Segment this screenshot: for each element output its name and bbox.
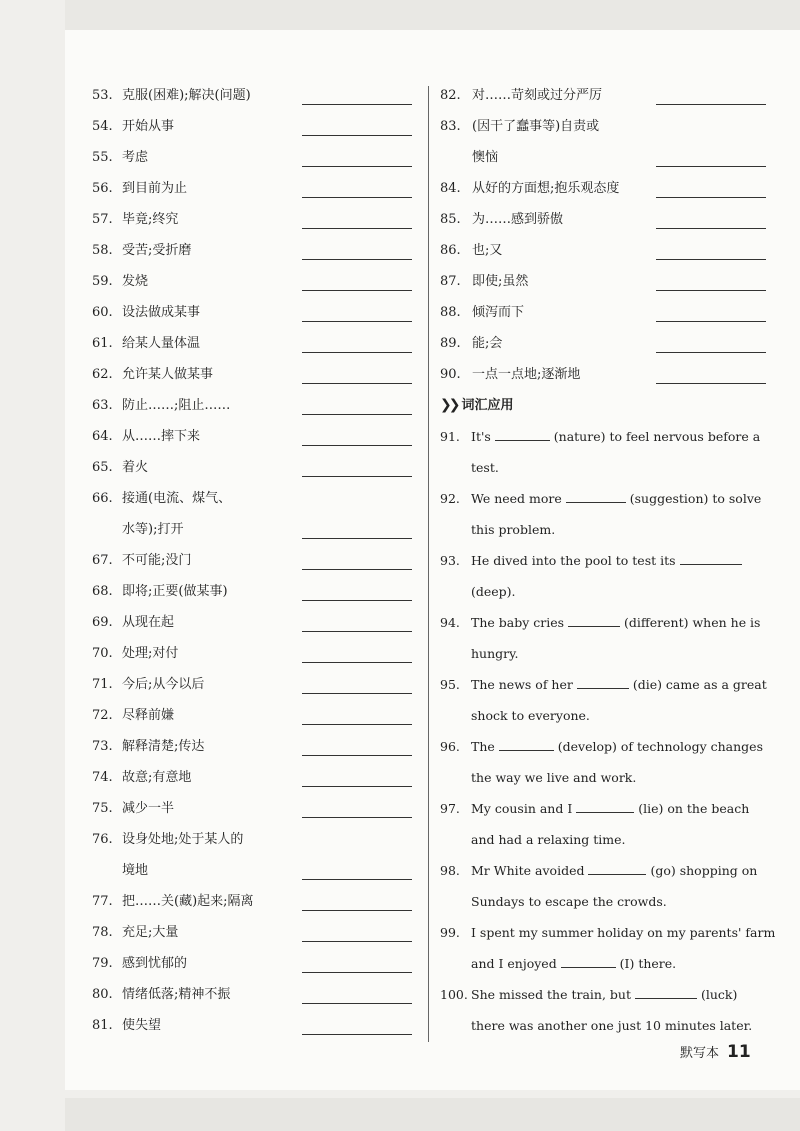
exercise-text: She missed the train, but [471, 987, 632, 1002]
answer-blank[interactable] [656, 352, 766, 353]
item-chinese: 能;会 [472, 336, 503, 351]
item-chinese: 从好的方面想;抱乐观态度 [472, 181, 620, 196]
item-number: 85. [440, 212, 461, 227]
exercise-item [440, 979, 766, 1041]
vocab-item [440, 173, 766, 204]
exercise-item [440, 917, 776, 979]
exercise-line [471, 669, 766, 700]
answer-blank[interactable] [656, 259, 766, 260]
answer-gap[interactable] [568, 612, 620, 627]
item-chinese: 处理;对付 [122, 646, 179, 661]
item-number: 88. [440, 305, 461, 320]
item-chinese: 充足;大量 [122, 925, 179, 940]
item-number: 62. [92, 367, 113, 382]
item-chinese-continued: 水等);打开 [122, 522, 184, 537]
item-number: 60. [92, 305, 113, 320]
answer-blank[interactable] [656, 290, 766, 291]
exercise-line [471, 979, 766, 1010]
answer-blank[interactable] [656, 228, 766, 229]
item-number: 70. [92, 646, 113, 661]
vocab-item [92, 142, 418, 173]
exercise-item [440, 545, 766, 607]
item-chinese: 把……关(藏)起来;隔离 [122, 894, 254, 909]
exercise-text: shock to everyone. [471, 708, 590, 723]
item-chinese: 克服(困难);解决(问题) [122, 88, 251, 103]
exercise-text: (I) there. [619, 956, 677, 971]
vocab-item [92, 793, 418, 824]
item-chinese: 使失望 [122, 1018, 162, 1033]
answer-blank[interactable] [302, 445, 412, 446]
answer-gap[interactable] [495, 426, 550, 441]
exercise-text: (develop) of technology changes [557, 739, 763, 754]
vocab-item [92, 576, 418, 607]
exercise-number: 95. [440, 677, 460, 692]
exercise-text: I spent my summer holiday on my parents' farm [471, 925, 776, 940]
item-number: 78. [92, 925, 113, 940]
exercise-text: hungry. [471, 646, 519, 661]
item-number: 84. [440, 181, 461, 196]
exercise-item [440, 483, 766, 545]
item-chinese: 为……感到骄傲 [472, 212, 564, 227]
left-column [92, 80, 418, 1041]
answer-blank[interactable] [302, 910, 412, 911]
item-number: 65. [92, 460, 113, 475]
answer-blank[interactable] [302, 228, 412, 229]
exercise-text: and I enjoyed [471, 956, 557, 971]
item-chinese: 不可能;没门 [122, 553, 192, 568]
vocab-item [440, 204, 766, 235]
double-chevron-icon: ❯❯ [440, 397, 458, 413]
answer-blank[interactable] [302, 352, 412, 353]
item-chinese: 发烧 [122, 274, 149, 289]
answer-blank[interactable] [302, 724, 412, 725]
vocab-item [92, 204, 418, 235]
item-number: 67. [92, 553, 113, 568]
vocab-item [92, 731, 418, 762]
exercise-line [471, 855, 766, 886]
item-number: 56. [92, 181, 113, 196]
exercise-text: We need more [471, 491, 562, 506]
exercise-text: (different) when he is [624, 615, 761, 630]
answer-blank[interactable] [302, 135, 412, 136]
item-chinese: 故意;有意地 [122, 770, 192, 785]
vocab-item [92, 607, 418, 638]
item-chinese: 设身处地;处于某人的 [122, 832, 244, 847]
exercise-text: The baby cries [471, 615, 565, 630]
item-chinese: 尽释前嫌 [122, 708, 175, 723]
exercise-number: 94. [440, 615, 460, 630]
exercise-text: Sundays to escape the crowds. [471, 894, 667, 909]
answer-blank[interactable] [656, 383, 766, 384]
item-chinese: 设法做成某事 [122, 305, 201, 320]
item-number: 79. [92, 956, 113, 971]
vocab-item [92, 483, 418, 545]
item-number: 81. [92, 1018, 113, 1033]
vocab-item [92, 173, 418, 204]
answer-blank[interactable] [302, 259, 412, 260]
exercise-line [471, 452, 766, 483]
exercise-line [471, 731, 766, 762]
item-chinese-continued: 懊恼 [472, 150, 499, 165]
vocab-item [92, 917, 418, 948]
answer-blank[interactable] [302, 321, 412, 322]
exercise-text: (nature) to feel nervous before a [553, 429, 761, 444]
answer-blank[interactable] [302, 538, 412, 539]
vocab-item [92, 297, 418, 328]
item-number: 72. [92, 708, 113, 723]
answer-gap[interactable] [566, 488, 626, 503]
exercise-number: 92. [440, 491, 460, 506]
column-divider [428, 86, 429, 1042]
item-number: 86. [440, 243, 461, 258]
item-number: 87. [440, 274, 461, 289]
item-number: 68. [92, 584, 113, 599]
item-number: 69. [92, 615, 113, 630]
item-number: 77. [92, 894, 113, 909]
answer-blank[interactable] [302, 104, 412, 105]
answer-blank[interactable] [302, 755, 412, 756]
exercise-text: The [471, 739, 495, 754]
item-chinese: 从……摔下来 [122, 429, 201, 444]
vocab-item [440, 80, 766, 111]
exercise-line [471, 886, 766, 917]
item-chinese: 到目前为止 [122, 181, 188, 196]
exercise-line [471, 700, 766, 731]
exercise-line [471, 762, 766, 793]
item-number: 59. [92, 274, 113, 289]
answer-blank[interactable] [302, 941, 412, 942]
vocab-item [92, 762, 418, 793]
exercise-line [471, 483, 766, 514]
exercise-item [440, 855, 766, 917]
vocab-item [92, 545, 418, 576]
vocab-item [92, 328, 418, 359]
item-chinese: 今后;从今以后 [122, 677, 205, 692]
item-chinese: 一点一点地;逐渐地 [472, 367, 581, 382]
exercise-line [471, 607, 766, 638]
exercise-text: He dived into the pool to test its [471, 553, 676, 568]
exercise-text: Mr White avoided [471, 863, 585, 878]
exercise-item [440, 669, 766, 731]
item-number: 54. [92, 119, 113, 134]
item-chinese: 防止……;阻止…… [122, 398, 231, 413]
section-title: 词汇应用 [461, 398, 514, 413]
exercise-text: and had a relaxing time. [471, 832, 626, 847]
item-chinese: 着火 [122, 460, 149, 475]
vocab-item [92, 235, 418, 266]
footer-label: 默写本 [680, 1046, 720, 1061]
exercise-text: (die) came as a great [632, 677, 767, 692]
item-number: 76. [92, 832, 113, 847]
item-number: 61. [92, 336, 113, 351]
answer-blank[interactable] [302, 662, 412, 663]
exercise-item [440, 793, 766, 855]
item-number: 90. [440, 367, 461, 382]
page-footer [680, 1042, 751, 1062]
vocab-item [92, 669, 418, 700]
answer-gap[interactable] [499, 736, 554, 751]
item-chinese: 减少一半 [122, 801, 175, 816]
vocab-item [92, 700, 418, 731]
item-chinese: 即将;正要(做某事) [122, 584, 228, 599]
answer-gap[interactable] [635, 984, 697, 999]
exercise-text: the way we live and work. [471, 770, 637, 785]
item-chinese: 开始从事 [122, 119, 175, 134]
exercise-text: It's [471, 429, 491, 444]
vocab-item [92, 979, 418, 1010]
item-chinese: 允许某人做某事 [122, 367, 214, 382]
exercise-number: 96. [440, 739, 460, 754]
item-number: 83. [440, 119, 461, 134]
vocab-item [440, 235, 766, 266]
item-chinese: 对……苛刻或过分严厉 [472, 88, 603, 103]
right-column [440, 80, 776, 1041]
item-chinese-continued: 境地 [122, 863, 149, 878]
answer-blank[interactable] [656, 166, 766, 167]
exercise-text: this problem. [471, 522, 556, 537]
item-number: 82. [440, 88, 461, 103]
vocab-item [92, 111, 418, 142]
item-chinese: (因干了蠢事等)自责或 [472, 119, 600, 134]
item-number: 66. [92, 491, 113, 506]
answer-blank[interactable] [302, 569, 412, 570]
answer-blank[interactable] [302, 383, 412, 384]
exercise-line [471, 917, 776, 948]
vocab-item [92, 1010, 418, 1041]
answer-blank[interactable] [656, 321, 766, 322]
answer-blank[interactable] [302, 166, 412, 167]
answer-gap[interactable] [577, 674, 629, 689]
answer-blank[interactable] [656, 104, 766, 105]
item-chinese: 接通(电流、煤气、 [122, 491, 232, 506]
exercise-number: 98. [440, 863, 460, 878]
exercise-text: The news of her [471, 677, 573, 692]
item-number: 53. [92, 88, 113, 103]
section-header [440, 390, 766, 421]
answer-blank[interactable] [656, 197, 766, 198]
answer-blank[interactable] [302, 476, 412, 477]
item-chinese: 即使;虽然 [472, 274, 529, 289]
item-chinese: 倾泻而下 [472, 305, 525, 320]
item-number: 74. [92, 770, 113, 785]
answer-blank[interactable] [302, 1034, 412, 1035]
vocab-item [92, 948, 418, 979]
answer-blank[interactable] [302, 786, 412, 787]
exercise-item [440, 731, 766, 793]
exercise-number: 93. [440, 553, 460, 568]
exercise-number: 100. [440, 987, 468, 1002]
item-chinese: 也;又 [472, 243, 503, 258]
exercise-line [471, 1010, 766, 1041]
answer-gap[interactable] [576, 798, 634, 813]
item-chinese: 情绪低落;精神不振 [122, 987, 231, 1002]
exercise-number: 97. [440, 801, 460, 816]
exercise-number: 99. [440, 925, 460, 940]
exercise-item [440, 607, 766, 669]
item-number: 64. [92, 429, 113, 444]
exercise-line [471, 514, 766, 545]
answer-blank[interactable] [302, 879, 412, 880]
item-number: 89. [440, 336, 461, 351]
vocab-item [92, 359, 418, 390]
item-chinese: 给某人量体温 [122, 336, 201, 351]
answer-blank[interactable] [302, 290, 412, 291]
exercise-line [471, 793, 766, 824]
item-number: 55. [92, 150, 113, 165]
exercise-line [471, 638, 766, 669]
item-number: 58. [92, 243, 113, 258]
exercise-text: (deep). [471, 584, 516, 599]
exercise-number: 91. [440, 429, 460, 444]
vocab-item [92, 390, 418, 421]
exercise-line [471, 421, 766, 452]
answer-blank[interactable] [302, 972, 412, 973]
answer-blank[interactable] [302, 631, 412, 632]
exercise-text: (luck) [700, 987, 738, 1002]
vocab-item [92, 421, 418, 452]
exercise-text: (go) shopping on [650, 863, 758, 878]
item-number: 73. [92, 739, 113, 754]
exercise-line [471, 948, 766, 979]
exercise-text: My cousin and I [471, 801, 573, 816]
answer-gap[interactable] [588, 860, 646, 875]
vocab-item [92, 452, 418, 483]
item-number: 75. [92, 801, 113, 816]
vocab-item [92, 886, 418, 917]
answer-blank[interactable] [302, 1003, 412, 1004]
item-chinese: 考虑 [122, 150, 149, 165]
page-bottom-shadow [65, 1098, 800, 1131]
vocab-item [440, 297, 766, 328]
vocab-item [92, 638, 418, 669]
exercise-line [471, 576, 766, 607]
exercise-text: test. [471, 460, 499, 475]
item-chinese: 解释清楚;传达 [122, 739, 205, 754]
answer-gap[interactable] [561, 953, 616, 968]
vocab-item [92, 80, 418, 111]
item-number: 63. [92, 398, 113, 413]
exercise-text: there was another one just 10 minutes later. [471, 1018, 753, 1033]
vocab-item [440, 359, 766, 390]
item-chinese: 受苦;受折磨 [122, 243, 192, 258]
vocab-item [440, 266, 766, 297]
item-number: 57. [92, 212, 113, 227]
item-chinese: 毕竟;终究 [122, 212, 179, 227]
exercise-line [471, 824, 766, 855]
exercise-text: (lie) on the beach [638, 801, 750, 816]
vocab-item [92, 824, 418, 886]
item-number: 71. [92, 677, 113, 692]
exercise-text: (suggestion) to solve [629, 491, 762, 506]
page-top-shadow [65, 0, 800, 30]
page-number: 11 [727, 1042, 751, 1062]
answer-blank[interactable] [302, 197, 412, 198]
answer-blank[interactable] [302, 693, 412, 694]
answer-gap[interactable] [680, 550, 742, 565]
answer-blank[interactable] [302, 414, 412, 415]
exercise-item [440, 421, 766, 483]
item-chinese: 感到忧郁的 [122, 956, 188, 971]
item-number: 80. [92, 987, 113, 1002]
vocab-item [440, 328, 766, 359]
item-chinese: 从现在起 [122, 615, 175, 630]
answer-blank[interactable] [302, 600, 412, 601]
vocab-item [440, 111, 766, 173]
vocab-item [92, 266, 418, 297]
answer-blank[interactable] [302, 817, 412, 818]
exercise-line [471, 545, 766, 576]
